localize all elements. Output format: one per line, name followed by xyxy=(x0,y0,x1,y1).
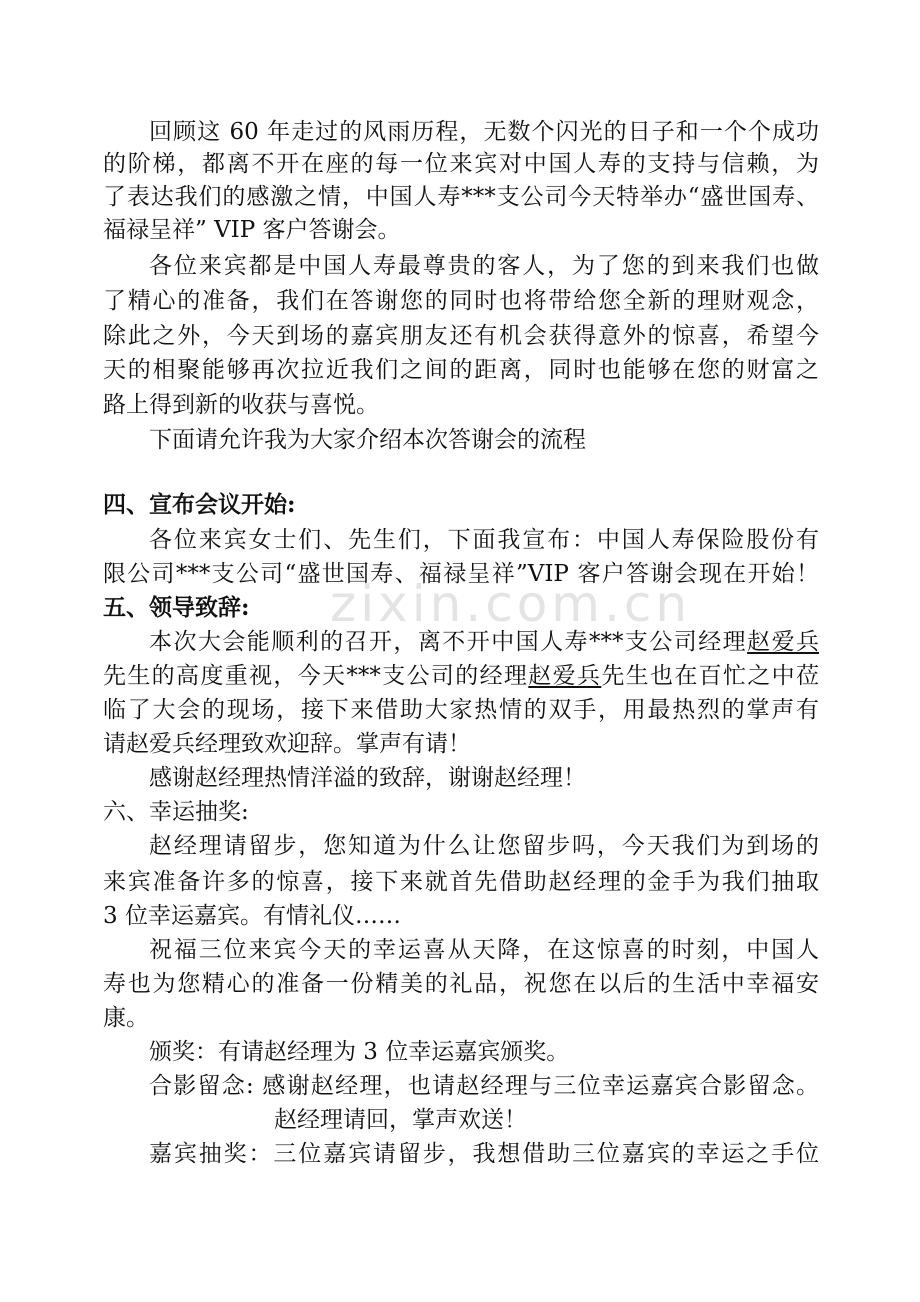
paragraph-line: 各位来宾都是中国人寿最尊贵的客人，为了您的到来我们也做 xyxy=(149,253,819,279)
underlined-name: 赵爱兵 xyxy=(528,663,602,689)
underlined-name: 赵爱兵 xyxy=(747,629,820,655)
paragraph-line: 赵经理请回，掌声欢送！ xyxy=(274,1107,527,1133)
paragraph-line: 福禄呈祥” VIP 客户答谢会。 xyxy=(103,217,401,243)
paragraph-line: 各位来宾女士们、先生们，下面我宣布：中国人寿保险股份有 xyxy=(149,527,819,553)
paragraph-line: 祝福三位来宾今天的幸运喜从天降，在这惊喜的时刻，中国人 xyxy=(149,937,819,963)
section-heading: 四、宣布会议开始: xyxy=(103,491,296,518)
section-heading: 五、领导致辞: xyxy=(103,594,250,621)
paragraph-line: 天的相聚能够再次拉近我们之间的距离，同时也能够在您的财富之 xyxy=(103,357,819,383)
paragraph-line: 临了大会的现场，接下来借助大家热情的双手，用最热烈的掌声有 xyxy=(103,697,819,723)
paragraph-line: 康。 xyxy=(103,1005,149,1031)
paragraph-line xyxy=(103,626,819,658)
paragraph-line: 下面请允许我为大家介绍本次答谢会的流程 xyxy=(149,427,586,453)
watermark-text: zixin.com.cn xyxy=(330,575,692,633)
paragraph-line: 除此之外，今天到场的嘉宾朋友还有机会获得意外的惊喜，希望今 xyxy=(103,323,819,349)
paragraph-line: 寿也为您精心的准备一份精美的礼品，祝您在以后的生活中幸福安 xyxy=(103,971,819,997)
paragraph-line xyxy=(103,660,819,692)
paragraph-line: 3 位幸运嘉宾。有情礼仪…… xyxy=(103,903,401,929)
paragraph-line: 的阶梯，都离不开在座的每一位来宾对中国人寿的支持与信赖，为 xyxy=(103,151,819,177)
text-segment: 本次大会能顺利的召开，离不开中国人寿***支公司经理 xyxy=(149,629,748,655)
paragraph-line: 了精心的准备，我们在答谢您的同时也将带给您全新的理财观念， xyxy=(103,288,819,314)
paragraph-line: 赵经理请留步，您知道为什么让您留步吗，今天我们为到场的 xyxy=(149,833,819,859)
paragraph-line: 请赵爱兵经理致欢迎辞。掌声有请！ xyxy=(103,731,471,757)
paragraph-line: 限公司***支公司“盛世国寿、福禄呈祥”VIP 客户答谢会现在开始！ xyxy=(103,561,819,587)
paragraph-line: 路上得到新的收获与喜悦。 xyxy=(103,392,379,418)
section-heading: 六、幸运抽奖: xyxy=(103,799,249,825)
paragraph-line: 回顾这 60 年走过的风雨历程，无数个闪光的日子和一个个成功 xyxy=(149,119,819,145)
text-segment: 先生的高度重视，今天***支公司的经理 xyxy=(103,663,529,689)
paragraph-line: 了表达我们的感激之情，中国人寿***支公司今天特举办“盛世国寿、 xyxy=(103,184,819,210)
paragraph-line: 嘉宾抽奖：三位嘉宾请留步，我想借助三位嘉宾的幸运之手位 xyxy=(149,1141,819,1167)
paragraph-line: 感谢赵经理热情洋溢的致辞，谢谢赵经理！ xyxy=(149,765,586,791)
paragraph-line: 颁奖：有请赵经理为 3 位幸运嘉宾颁奖。 xyxy=(149,1039,570,1065)
paragraph-line: 来宾准备许多的惊喜，接下来就首先借助赵经理的金手为我们抽取 xyxy=(103,869,819,895)
paragraph-line: 合影留念: 感谢赵经理，也请赵经理与三位幸运嘉宾合影留念。 xyxy=(149,1073,819,1099)
text-segment: 先生也在百忙之中莅 xyxy=(601,663,820,689)
